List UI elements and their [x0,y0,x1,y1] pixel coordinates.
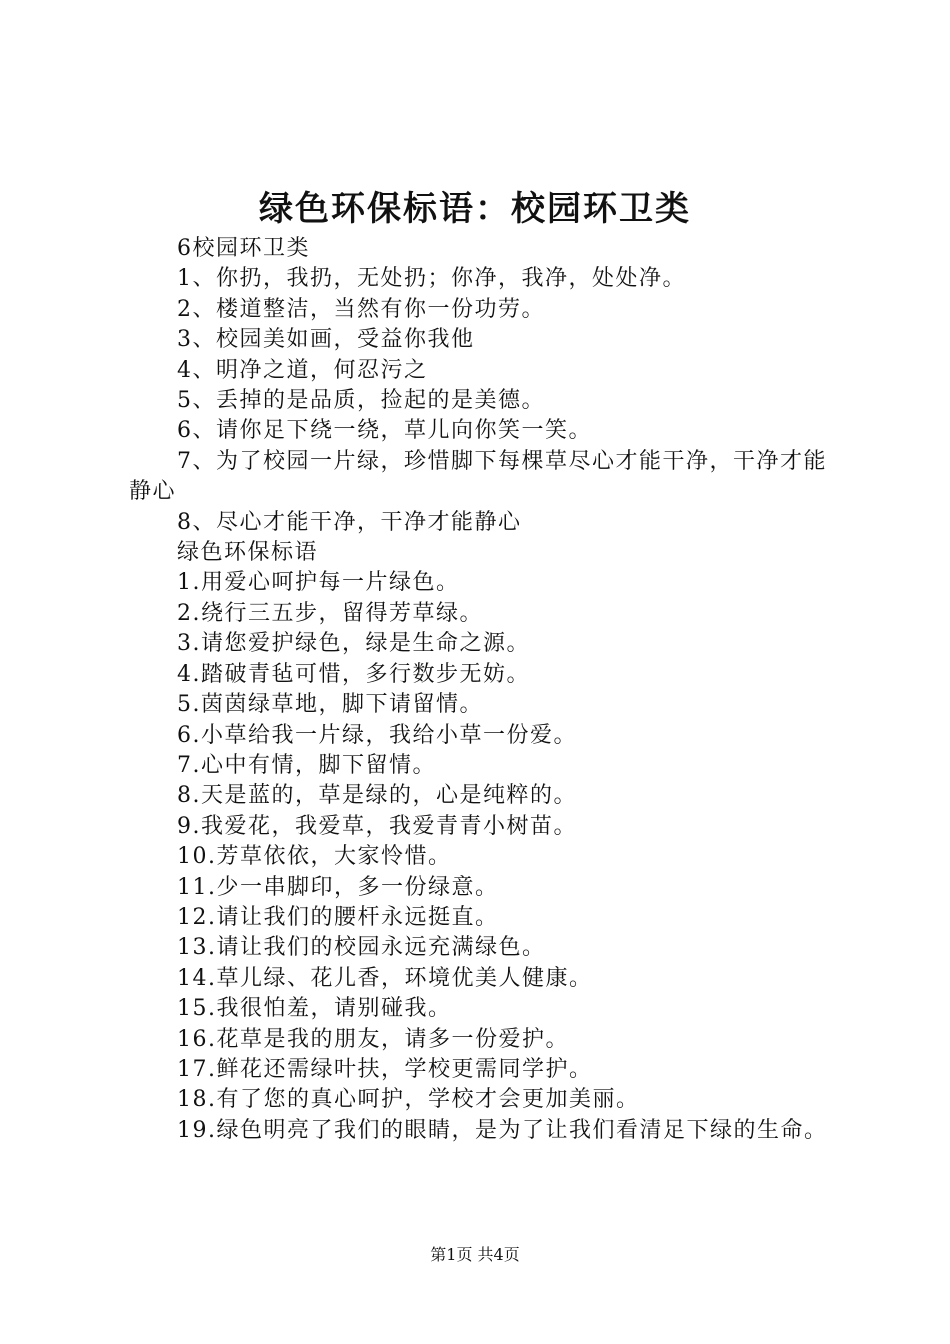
slogan-item: 2.绕行三五步，留得芳草绿。 [177,600,483,626]
slogan-item: 7、为了校园一片绿，珍惜脚下每棵草尽心才能干净，干净才能静心 [129,448,827,505]
slogan-item: 5.茵茵绿草地，脚下请留情。 [177,692,483,718]
slogan-item: 14.草儿绿、花儿香，环境优美人健康。 [177,965,593,991]
slogan-item: 12.请让我们的腰杆永远挺直。 [177,904,499,930]
slogan-item: 3.请您爱护绿色，绿是生命之源。 [177,631,530,657]
slogan-item: 18.有了您的真心呵护，学校才会更加美丽。 [177,1087,640,1113]
slogan-item: 8.天是蓝的，草是绿的，心是纯粹的。 [177,783,577,809]
slogan-item: 17.鲜花还需绿叶扶，学校更需同学护。 [177,1056,593,1082]
slogan-item: 19.绿色明亮了我们的眼睛，是为了让我们看清足下绿的生命。 [177,1117,828,1143]
page-number-footer: 第1页 共4页 [430,1245,520,1264]
document-body [129,234,835,1146]
slogan-item: 5、丢掉的是品质，捡起的是美德。 [177,388,545,414]
slogan-item: 13.请让我们的校园永远充满绿色。 [177,935,546,961]
slogan-item: 4.踏破青毡可惜，多行数步无妨。 [177,661,530,687]
section-heading-green: 绿色环保标语 [177,540,319,566]
slogan-item: 4、明净之道，何忍污之 [177,357,428,383]
document-title: 绿色环保标语：校园环卫类 [259,189,691,229]
slogan-item: 16.花草是我的朋友，请多一份爱护。 [177,1026,569,1052]
section-heading-campus: 6校园环卫类 [177,236,310,261]
slogan-item: 11.少一串脚印，多一份绿意。 [177,874,499,900]
slogan-item: 10.芳草依依，大家怜惜。 [177,844,452,870]
slogan-item: 8、尽心才能干净，干净才能静心 [177,509,522,535]
slogan-item: 1.用爱心呵护每一片绿色。 [177,570,460,596]
slogan-item: 1、你扔，我扔，无处扔；你净，我净，处处净。 [177,266,686,292]
slogan-item: 6、请你足下绕一绕，草儿向你笑一笑。 [177,418,592,444]
slogan-item: 9.我爱花，我爱草，我爱青青小树苗。 [177,813,577,839]
slogan-item: 15.我很怕羞，请别碰我。 [177,996,452,1022]
slogan-item: 7.心中有情，脚下留情。 [177,752,436,778]
slogan-item: 3、校园美如画，受益你我他 [177,327,475,353]
slogan-item: 6.小草给我一片绿，我给小草一份爱。 [177,722,577,748]
slogan-item: 2、楼道整洁，当然有你一份功劳。 [177,296,545,322]
